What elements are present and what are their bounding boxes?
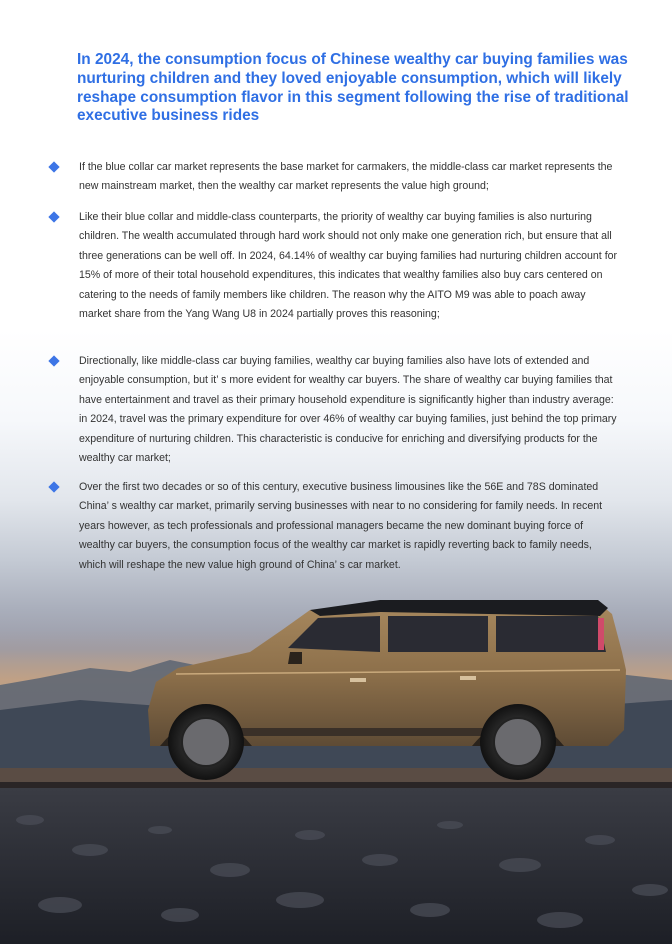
bullet-text: Over the first two decades or so of this century, executive business limousines like the 56E and 78S dominated China’ s wealthy car market, primarily serving businesses with near to no considering for family needs. In recent years however, as tech professionals and professional managers became the new dominant buying force of wealthy car buyers, the consumption focus of the wealthy car market is rapidly reverting back to family needs, which will reshape the new value high ground of China’ s car market.: [79, 481, 603, 571]
bullet-text: Directionally, like middle-class car buying families, wealthy car buying families also have lots of extended and enjoyable consumption, but it’ s more evident for wealthy car buyers. The share of wealthy car buying families that have entertainment and travel as their primary household expenditure is significantly higher than industry average: in 2024, travel was the primary expenditure for over 46% of wealthy car buying families, just behind the top primary expenditure of nurturing children. This characteristic is conducive for enriching and diversifying products for the wealthy car market;: [79, 355, 617, 465]
bullet-item-2: [79, 208, 619, 324]
diamond-bullet-icon: [48, 211, 59, 222]
suv-illustration: [0, 560, 672, 944]
bullet-item-1: [79, 158, 619, 197]
bullet-item-3: [79, 352, 619, 468]
diamond-bullet-icon: [48, 161, 59, 172]
diamond-bullet-icon: [48, 355, 59, 366]
bullet-text: If the blue collar car market represents the base market for carmakers, the middle-class car market represents the new mainstream market, then the wealthy car market represents the value high ground;: [79, 161, 613, 193]
suv-sunset-photo: [0, 560, 672, 944]
bullet-text: Like their blue collar and middle-class counterparts, the priority of wealthy car buying families is also nurturing children. The wealth accumulated through hard work should not only make one generation rich, but ensure that all three generations can be well off. In 2024, 64.14% of wealthy car buying families had nurturing children account for 15% of more of their total household expenditures, this indicates that wealthy families also buy cars centered on catering to the needs of family members like children. The reason why the AITO M9 was able to poach away market share from the Yang Wang U8 in 2024 partially proves this reasoning;: [79, 211, 618, 321]
diamond-bullet-icon: [48, 481, 59, 492]
page-headline: In 2024, the consumption focus of Chinese wealthy car buying families was nurturing children and they loved enjoyable consumption, which will likely reshape consumption flavor in this segment following the rise of traditional executive business rides: [77, 51, 629, 125]
